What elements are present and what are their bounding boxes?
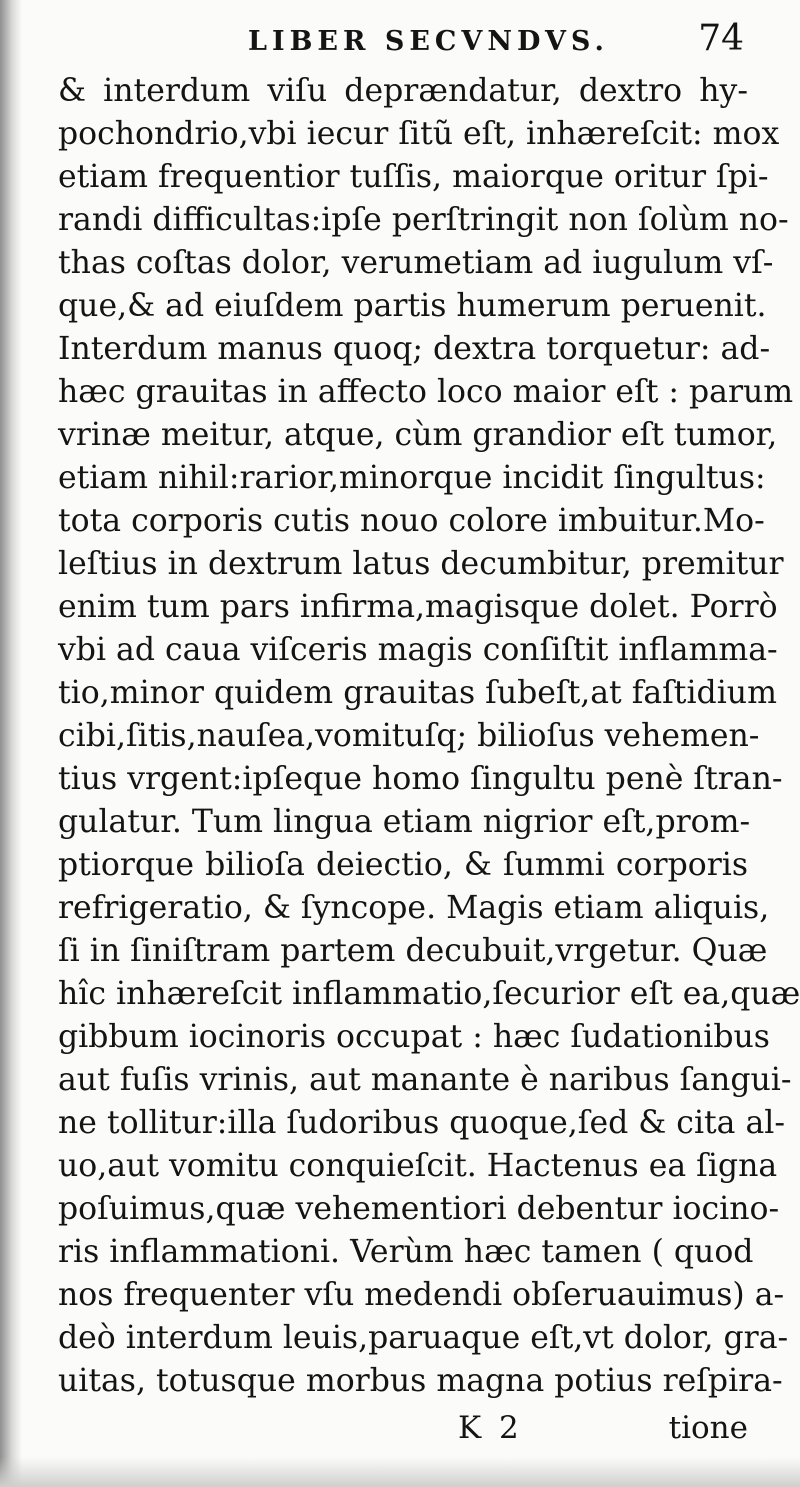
page-footer [58, 1410, 748, 1454]
text-line: uitas, totusque morbus magna potius reſpira- [58, 1363, 783, 1399]
text-line: ne tollitur:illa ſudoribus quoque,ſed & cita al- [58, 1105, 785, 1141]
text-line: vbi ad caua viſceris magis conſiſtit inflamma- [58, 632, 778, 668]
text-line: vrinæ meitur, atque, cùm grandior eſt tumor, [58, 417, 778, 453]
text-line: Interdum manus quoq; dextra torquetur: ad- [58, 331, 771, 367]
text-line: randi difficultas:ipſe perſtringit non ſolùm no- [58, 202, 789, 238]
text-line: & interdum viſu deprændatur, dextro hy- [58, 73, 748, 109]
text-line: ſi in ſiniſtram partem decubuit,vrgetur. Quæ [58, 933, 768, 969]
page-header [58, 18, 748, 62]
text-line: hæc grauitas in affecto loco maior eſt : parum [58, 374, 794, 410]
text-line: etiam frequentior tuſſis, maiorque oritur ſpi- [58, 159, 769, 195]
text-line: deò interdum leuis,paruaque eſt,vt dolor, gra- [58, 1320, 789, 1356]
text-line: tius vrgent:ipſeque homo ſingultu penè ſtran- [58, 761, 783, 797]
running-title: LIBER SECVNDVS. [248, 26, 609, 57]
text-line: que,& ad eiuſdem partis humerum peruenit. [58, 288, 767, 324]
text-line: poſuimus,quæ vehementiori debentur iocino- [58, 1191, 780, 1227]
text-line: hîc inhæreſcit inflammatio,ſecurior eſt ea,quæ [58, 976, 800, 1012]
text-line: nos frequenter vſu medendi obſeruauimus) a- [58, 1277, 785, 1313]
text-line: cibi,ſitis,nauſea,vomituſq; bilioſus vehemen- [58, 718, 760, 754]
bottom-edge-shadow [0, 1457, 800, 1487]
text-line: enim tum pars infirma,magisque dolet. Porrò [58, 589, 778, 625]
body-text [58, 70, 800, 1403]
text-line: etiam nihil:rarior,minorque incidit ſingultus: [58, 460, 766, 496]
signature-mark: K 2 [458, 1410, 523, 1446]
catchword: tione [668, 1410, 748, 1446]
text-line: aut fuſis vrinis, aut manante è naribus ſangui- [58, 1062, 792, 1098]
text-line: tio,minor quidem grauitas ſubeſt,at faſtidium [58, 675, 777, 711]
text-line: gibbum iocinoris occupat : hæc ſudationibus [58, 1019, 770, 1055]
text-line: ris inflammationi. Verùm hæc tamen ( quod [58, 1234, 754, 1270]
text-line: refrigeratio, & ſyncope. Magis etiam aliquis, [58, 890, 770, 926]
text-line: pochondrio,vbi iecur ſitũ eſt, inhæreſcit: mox [58, 116, 780, 152]
text-line: uo,aut vomitu conquieſcit. Hactenus ea ſigna [58, 1148, 778, 1184]
text-line: thas coſtas dolor, verumetiam ad iugulum vſ- [58, 245, 774, 281]
text-line: leſtius in dextrum latus decumbitur, premitur [58, 546, 784, 582]
page-number: 74 [698, 18, 744, 59]
text-line: ptiorque bilioſa deiectio, & ſummi corporis [58, 847, 748, 883]
gutter-shadow [0, 0, 22, 1487]
text-line: gulatur. Tum lingua etiam nigrior eſt,prom- [58, 804, 751, 840]
text-line: tota corporis cutis nouo colore imbuitur.Mo- [58, 503, 765, 539]
